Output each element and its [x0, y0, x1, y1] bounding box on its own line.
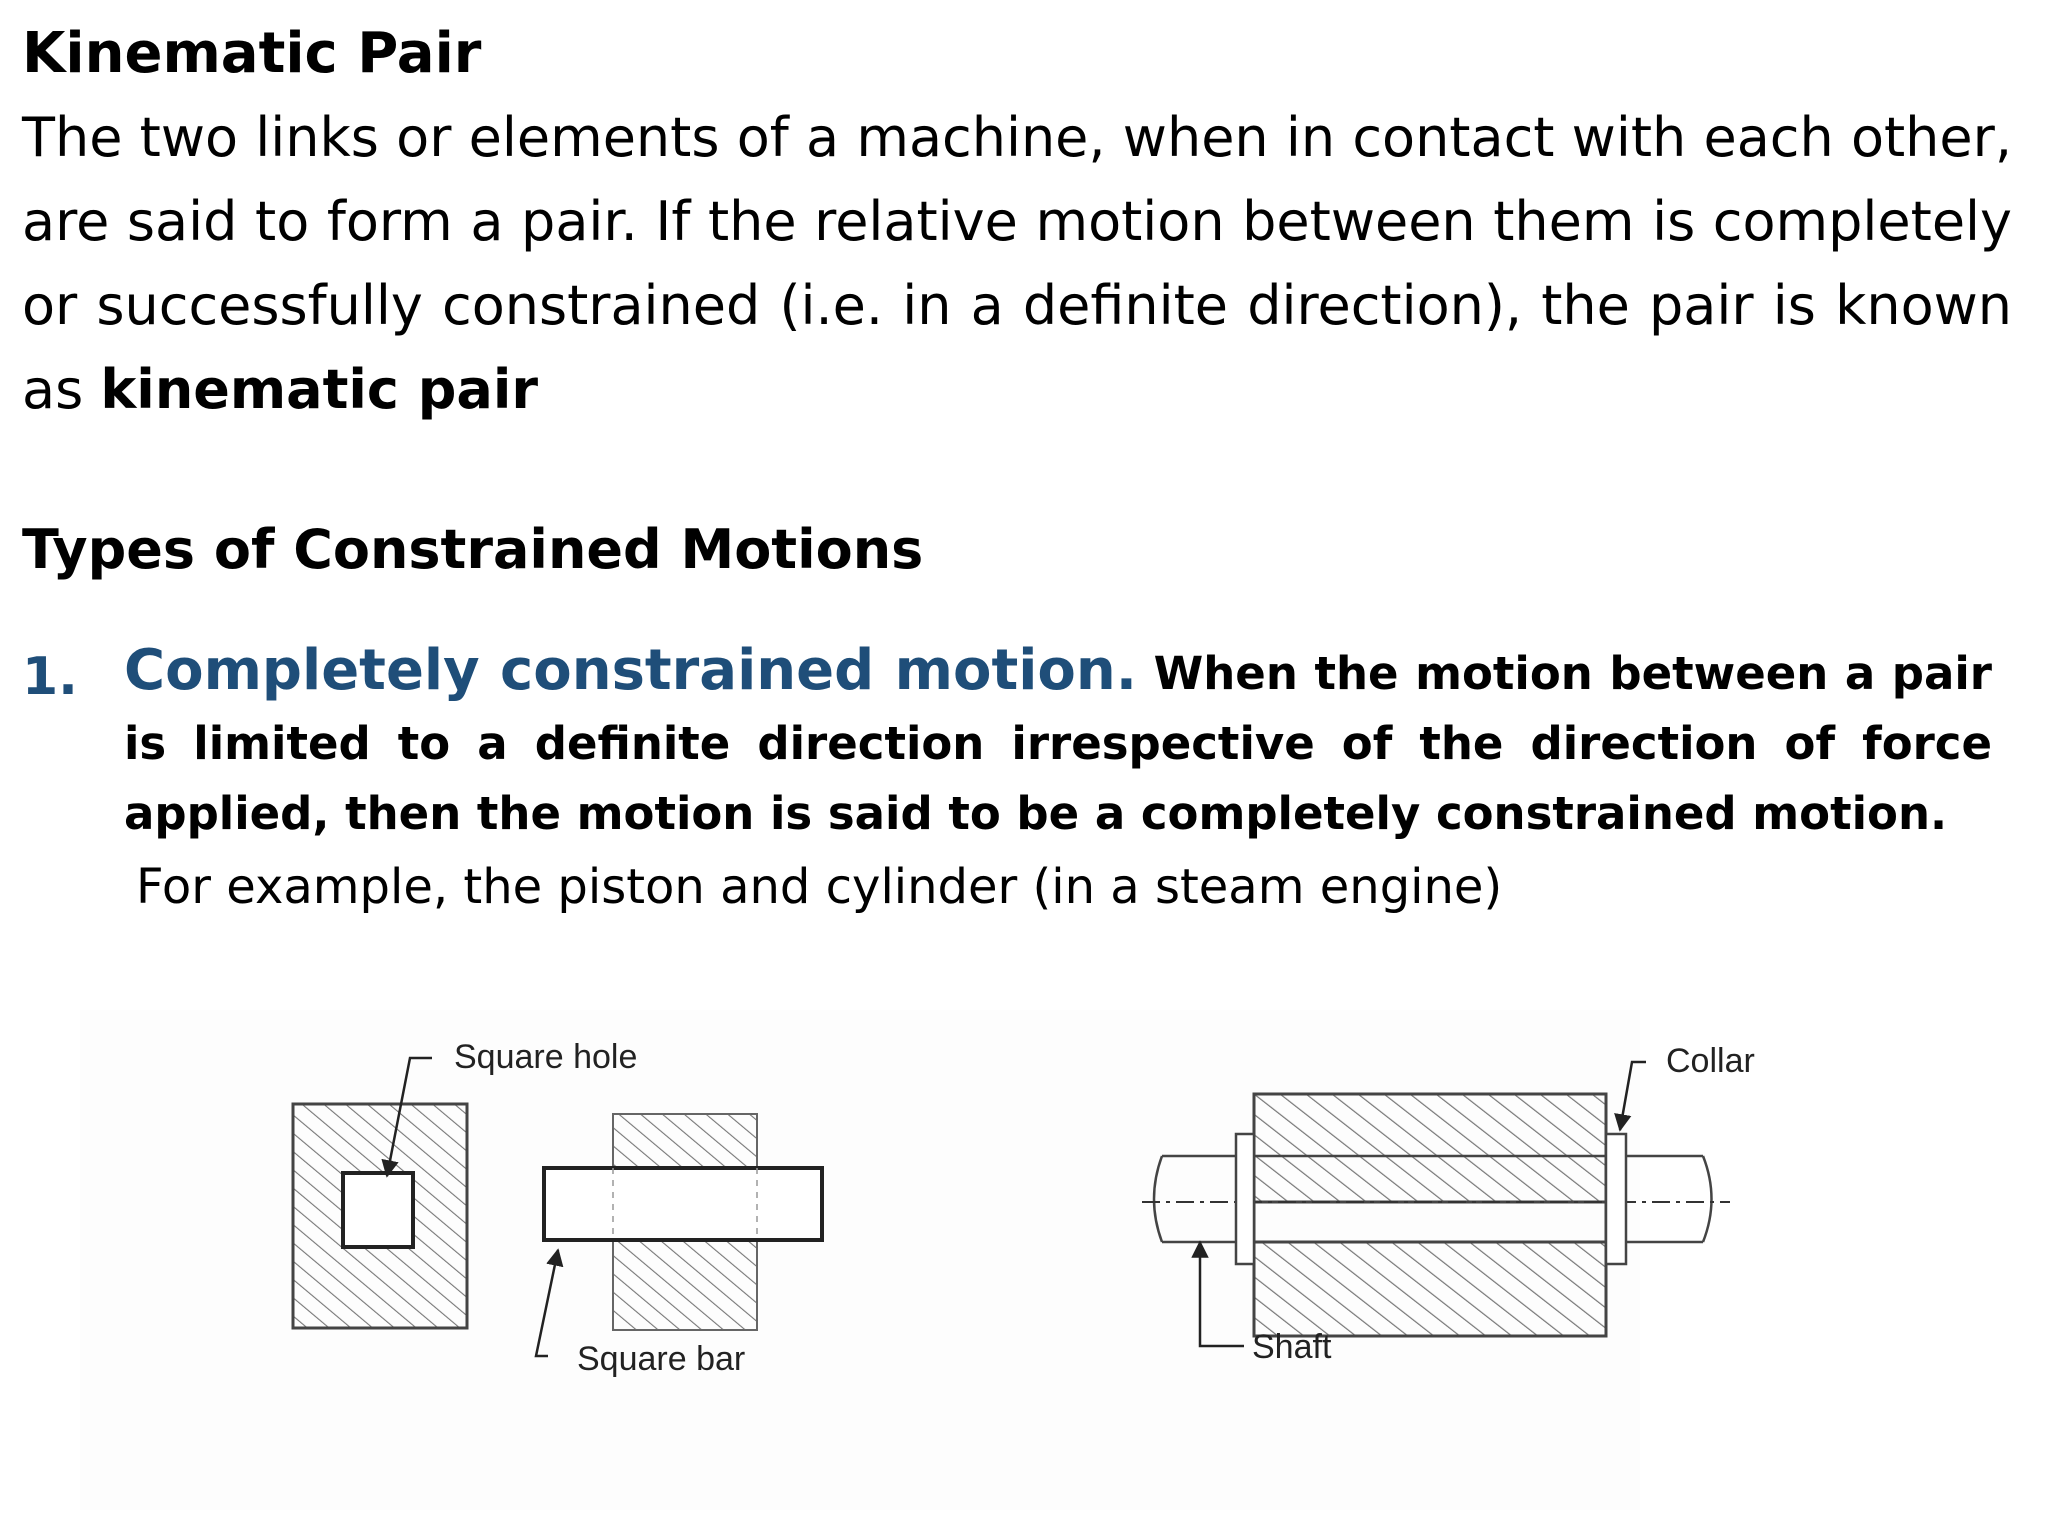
collar-leader — [1620, 1062, 1646, 1130]
label-square-hole: Square hole — [454, 1038, 638, 1076]
label-shaft: Shaft — [1252, 1328, 1332, 1366]
collar-left — [1236, 1134, 1254, 1264]
intro-text: The two links or elements of a machine, when in contact with each other, are said to form a pair. If the relative motion between them is completely or successfully constrained (i.e. in a definite direction), the pair is known as — [22, 106, 2012, 421]
list-item-body: When the motion between a pair is limited to a definite direction irrespective of the direction of force applied, then the motion is said to be a completely constrained motion. — [124, 647, 1992, 840]
example-text: For example, the piston and cylinder (in a steam engine) — [136, 859, 1503, 915]
label-square-bar: Square bar — [577, 1340, 746, 1378]
section-subtitle: Types of Constrained Motions — [22, 518, 924, 581]
list-item-heading: Completely constrained motion. — [124, 638, 1138, 703]
intro-emphasis: kinematic pair — [100, 358, 538, 421]
bearing-block — [1254, 1094, 1606, 1336]
intro-paragraph — [22, 96, 2012, 432]
square-bar-leader — [536, 1250, 558, 1356]
list-item-completely-constrained — [22, 636, 1992, 849]
list-item-number: 1. — [22, 647, 78, 707]
list-item-text — [124, 636, 1992, 849]
slide-title: Kinematic Pair — [22, 21, 482, 86]
square-bar-assembly — [544, 1114, 822, 1330]
collar-right — [1606, 1134, 1626, 1264]
constrained-motion-figure — [80, 1010, 1755, 1510]
square-hole-block — [293, 1104, 467, 1328]
label-collar: Collar — [1666, 1042, 1755, 1080]
